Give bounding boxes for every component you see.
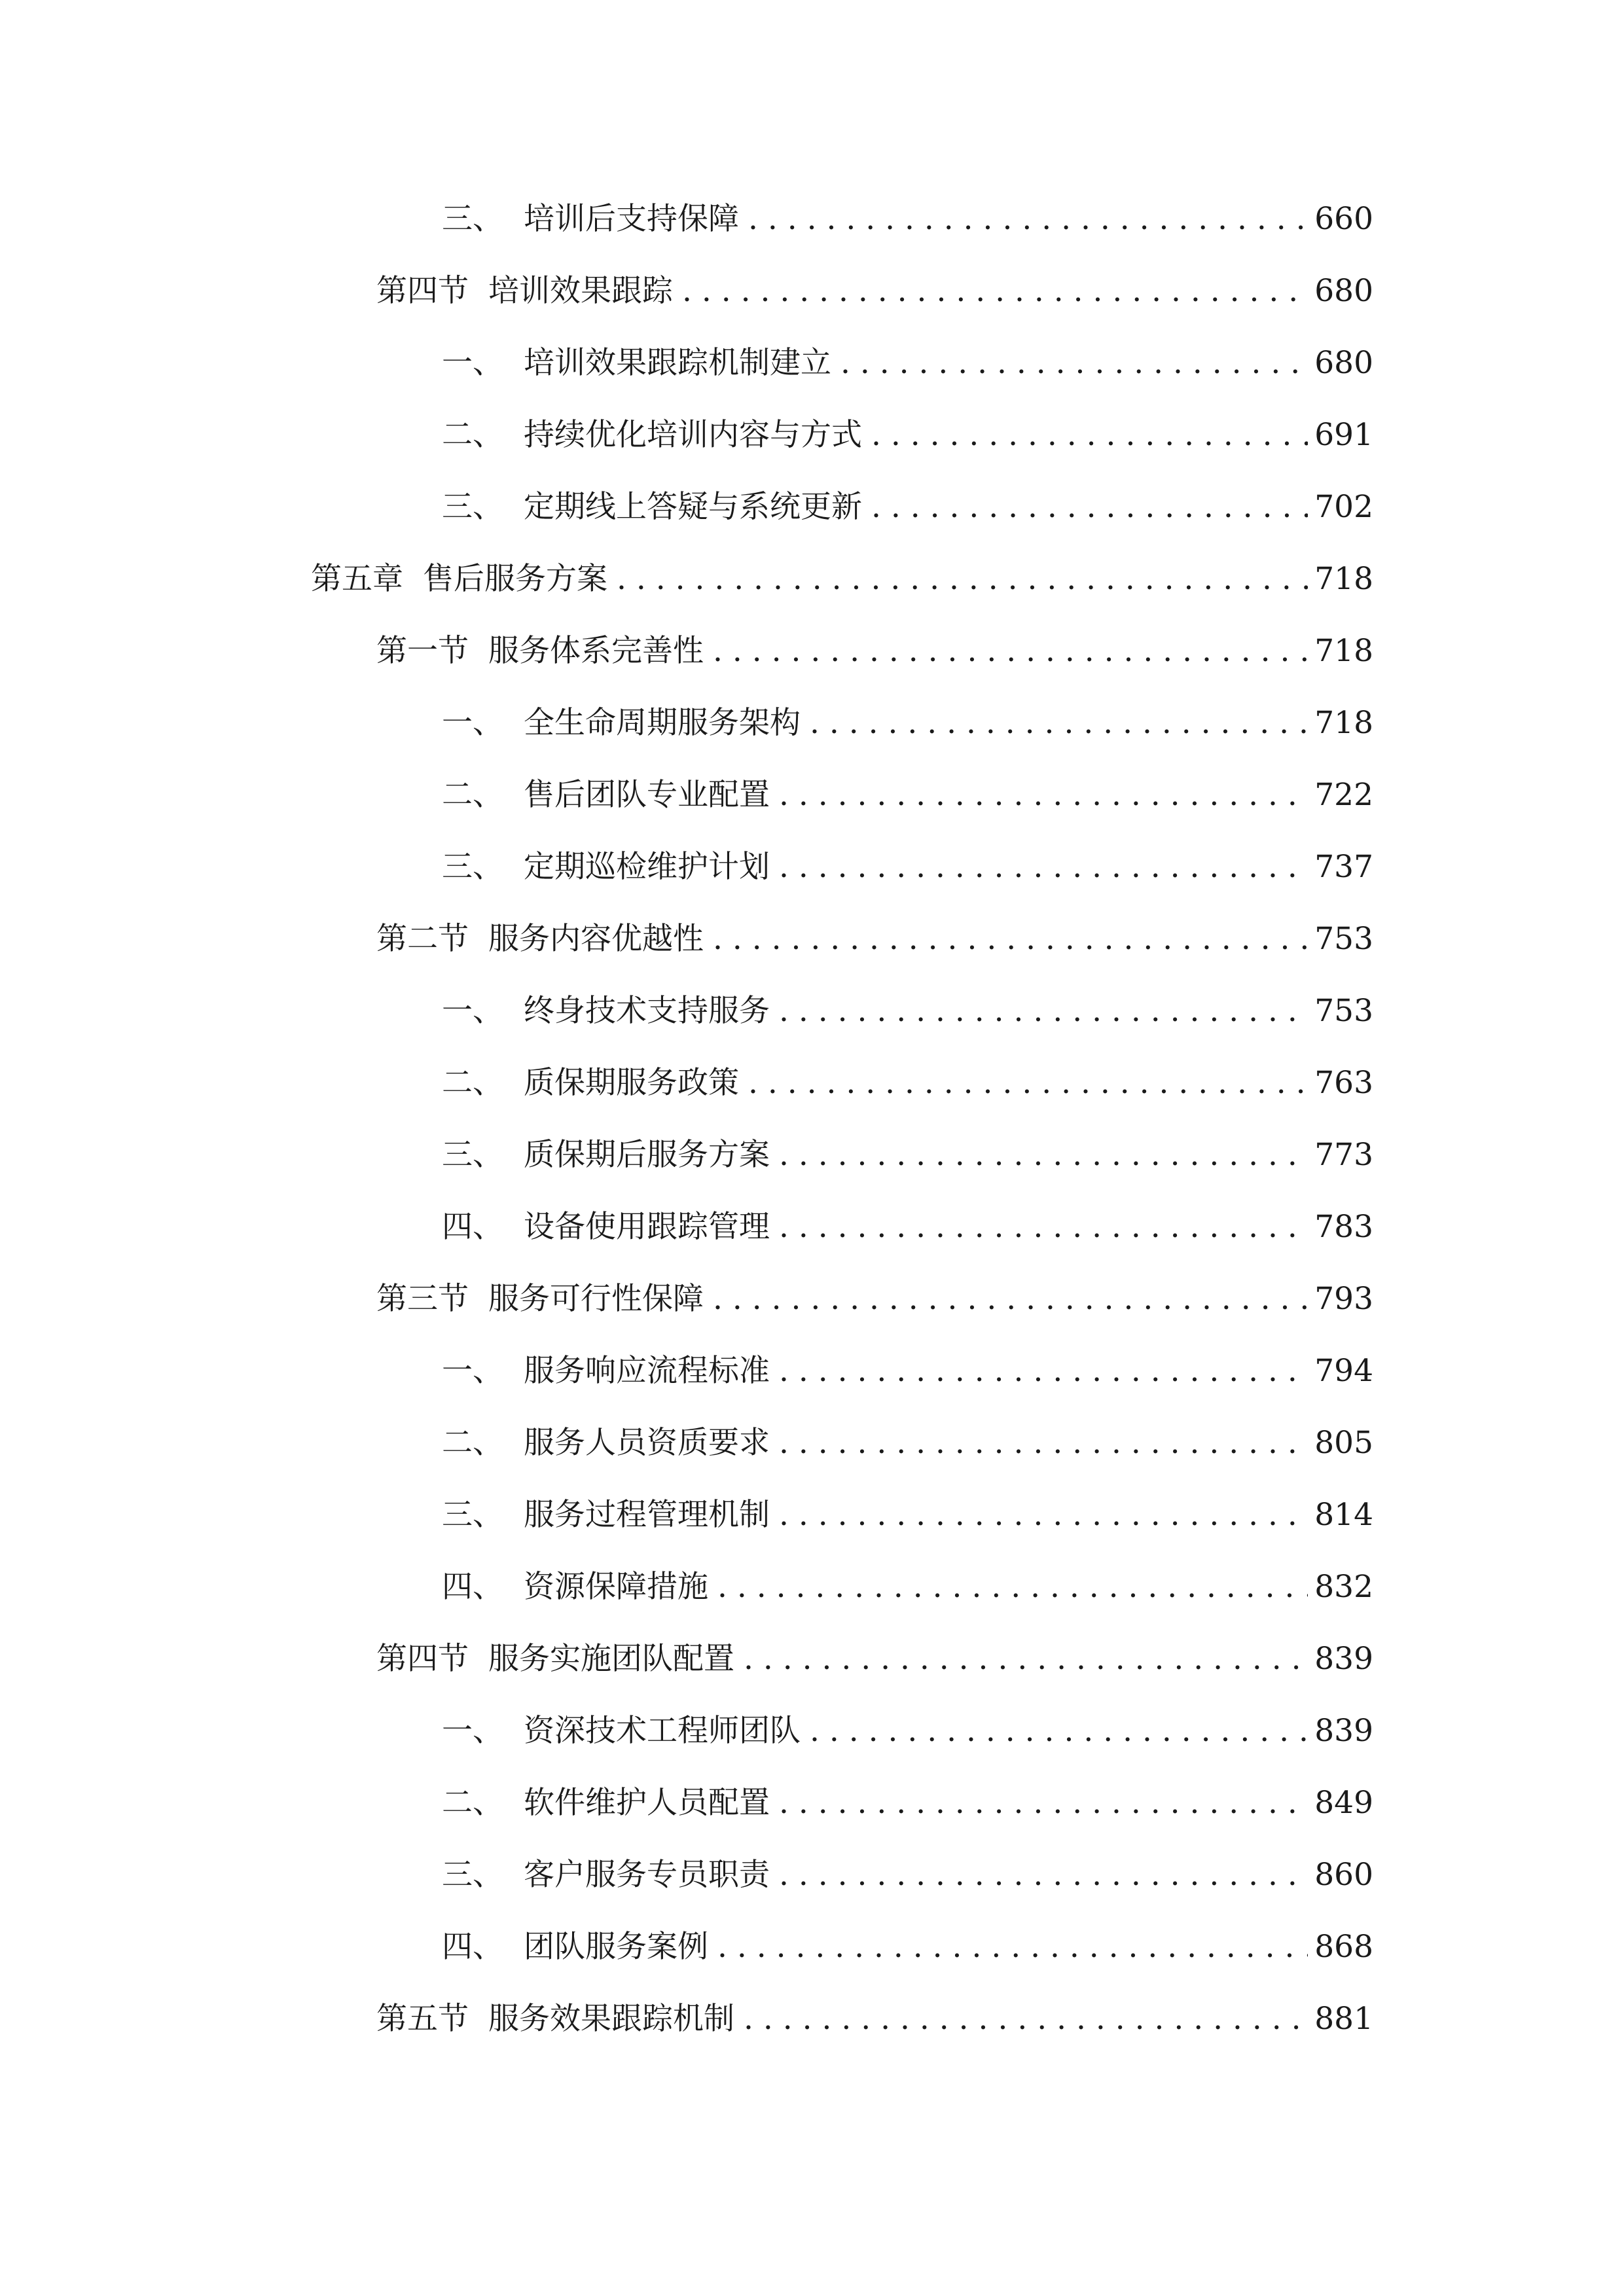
dot-leader xyxy=(713,1273,1308,1325)
toc-entry-title: 定期线上答疑与系统更新 xyxy=(524,489,862,525)
toc-entry[interactable] xyxy=(442,1777,1373,1829)
toc-entry[interactable] xyxy=(442,193,1373,245)
toc-entry-number: 第五节 xyxy=(376,2001,469,2037)
toc-entry[interactable] xyxy=(442,1849,1373,1901)
dot-leader xyxy=(779,1777,1308,1829)
toc-entry[interactable] xyxy=(376,1633,1373,1685)
dot-leader xyxy=(744,1633,1308,1685)
toc-entry[interactable] xyxy=(442,769,1373,821)
toc-entry-number: 第二节 xyxy=(376,921,469,957)
toc-entry-number: 第四节 xyxy=(376,1641,469,1677)
toc-entry-page: 794 xyxy=(1314,1353,1373,1389)
toc-entry-page: 660 xyxy=(1314,201,1373,237)
toc-entry-page: 793 xyxy=(1314,1281,1373,1317)
toc-entry[interactable] xyxy=(442,1921,1373,1973)
toc-entry[interactable] xyxy=(442,1417,1373,1469)
toc-entry[interactable] xyxy=(442,1201,1373,1253)
dot-leader xyxy=(713,913,1308,965)
toc-entry-title: 定期巡检维护计划 xyxy=(524,849,770,885)
toc-entry-title: 培训效果跟踪机制建立 xyxy=(524,345,831,381)
toc-entry[interactable] xyxy=(442,697,1373,749)
toc-entry-number: 三、 xyxy=(442,1857,503,1893)
toc-entry-number: 第一节 xyxy=(376,633,469,669)
toc-entry-title: 资源保障措施 xyxy=(524,1569,708,1605)
dot-leader xyxy=(779,1129,1308,1181)
toc-entry-number: 第五章 xyxy=(311,561,403,597)
dot-leader xyxy=(682,265,1308,317)
toc-entry[interactable] xyxy=(311,553,1373,605)
toc-entry[interactable] xyxy=(442,337,1373,389)
dot-leader xyxy=(779,1417,1308,1469)
toc-entry-page: 839 xyxy=(1314,1641,1373,1677)
toc-entry-page: 737 xyxy=(1314,849,1373,885)
dot-leader xyxy=(779,1201,1308,1253)
toc-entry-page: 868 xyxy=(1314,1929,1373,1965)
toc-entry-number: 二、 xyxy=(442,417,503,453)
toc-entry-page: 849 xyxy=(1314,1785,1373,1821)
toc-entry-page: 763 xyxy=(1314,1065,1373,1101)
toc-entry-page: 814 xyxy=(1314,1497,1373,1533)
toc-entry-number: 一、 xyxy=(442,1353,503,1389)
toc-entry[interactable] xyxy=(376,913,1373,965)
toc-entry[interactable] xyxy=(442,1345,1373,1397)
toc-entry-number: 四、 xyxy=(442,1209,503,1245)
dot-leader xyxy=(713,625,1308,677)
toc-entry-number: 三、 xyxy=(442,201,503,237)
toc-entry-number: 四、 xyxy=(442,1929,503,1965)
toc-entry-number: 三、 xyxy=(442,849,503,885)
toc-entry-page: 839 xyxy=(1314,1713,1373,1749)
toc-entry-page: 680 xyxy=(1314,345,1373,381)
toc-entry[interactable] xyxy=(376,625,1373,677)
dot-leader xyxy=(779,769,1308,821)
toc-entry[interactable] xyxy=(442,481,1373,533)
dot-leader xyxy=(810,1705,1308,1757)
toc-entry-title: 团队服务案例 xyxy=(524,1929,708,1965)
dot-leader xyxy=(748,193,1308,245)
toc-entry-title: 售后服务方案 xyxy=(423,561,607,597)
toc-entry-page: 753 xyxy=(1314,921,1373,957)
dot-leader xyxy=(748,1057,1308,1109)
dot-leader xyxy=(617,553,1308,605)
toc-entry-title: 服务可行性保障 xyxy=(488,1281,704,1317)
toc-entry-title: 服务实施团队配置 xyxy=(488,1641,734,1677)
toc-entry[interactable] xyxy=(376,265,1373,317)
toc-entry-title: 服务体系完善性 xyxy=(488,633,704,669)
dot-leader xyxy=(779,1849,1308,1901)
toc-entry-number: 二、 xyxy=(442,777,503,813)
toc-entry-page: 718 xyxy=(1314,561,1373,597)
toc-entry-title: 客户服务专员职责 xyxy=(524,1857,770,1893)
toc-entry-title: 服务过程管理机制 xyxy=(524,1497,770,1533)
toc-entry-title: 设备使用跟踪管理 xyxy=(524,1209,770,1245)
toc-entry[interactable] xyxy=(376,1993,1373,2045)
toc-entry-page: 702 xyxy=(1314,489,1373,525)
toc-entry-title: 质保期后服务方案 xyxy=(524,1137,770,1173)
toc-entry-page: 691 xyxy=(1314,417,1373,453)
toc-entry-number: 一、 xyxy=(442,705,503,741)
toc-entry[interactable] xyxy=(442,841,1373,893)
dot-leader xyxy=(779,841,1308,893)
toc-entry-number: 二、 xyxy=(442,1785,503,1821)
toc-entry-page: 718 xyxy=(1314,633,1373,669)
toc-entry[interactable] xyxy=(442,1561,1373,1613)
toc-entry-page: 753 xyxy=(1314,993,1373,1029)
toc-entry-title: 软件维护人员配置 xyxy=(524,1785,770,1821)
toc-entry-number: 二、 xyxy=(442,1065,503,1101)
toc-entry[interactable] xyxy=(442,1489,1373,1541)
toc-entry-page: 881 xyxy=(1314,2001,1373,2037)
toc-entry-page: 860 xyxy=(1314,1857,1373,1893)
toc-entry-number: 三、 xyxy=(442,1137,503,1173)
toc-entry[interactable] xyxy=(442,985,1373,1037)
toc-entry-title: 服务响应流程标准 xyxy=(524,1353,770,1389)
toc-entry-title: 培训效果跟踪 xyxy=(488,273,673,309)
toc-entry-title: 服务人员资质要求 xyxy=(524,1425,770,1461)
toc-entry-title: 持续优化培训内容与方式 xyxy=(524,417,862,453)
dot-leader xyxy=(717,1561,1308,1613)
toc-entry-number: 三、 xyxy=(442,1497,503,1533)
toc-entry-page: 718 xyxy=(1314,705,1373,741)
dot-leader xyxy=(871,409,1308,461)
toc-entry-number: 四、 xyxy=(442,1569,503,1605)
toc-entry-number: 第四节 xyxy=(376,273,469,309)
toc-entry-title: 服务效果跟踪机制 xyxy=(488,2001,734,2037)
dot-leader xyxy=(717,1921,1308,1973)
dot-leader xyxy=(779,1345,1308,1397)
dot-leader xyxy=(779,1489,1308,1541)
toc-entry-title: 服务内容优越性 xyxy=(488,921,704,957)
toc-entry-page: 783 xyxy=(1314,1209,1373,1245)
toc-entry-number: 第三节 xyxy=(376,1281,469,1317)
toc-entry-number: 一、 xyxy=(442,993,503,1029)
toc-entry-page: 722 xyxy=(1314,777,1373,813)
dot-leader xyxy=(810,697,1308,749)
toc-entry-page: 805 xyxy=(1314,1425,1373,1461)
toc-entry-page: 832 xyxy=(1314,1569,1373,1605)
toc-entry-number: 二、 xyxy=(442,1425,503,1461)
toc-entry-title: 资深技术工程师团队 xyxy=(524,1713,801,1749)
toc-entry-title: 全生命周期服务架构 xyxy=(524,705,801,741)
toc-entry[interactable] xyxy=(442,1129,1373,1181)
toc-entry[interactable] xyxy=(442,1057,1373,1109)
toc-entry-title: 培训后支持保障 xyxy=(524,201,739,237)
toc-entry-title: 售后团队专业配置 xyxy=(524,777,770,813)
toc-entry-number: 一、 xyxy=(442,1713,503,1749)
toc-entry-number: 三、 xyxy=(442,489,503,525)
dot-leader xyxy=(779,985,1308,1037)
dot-leader xyxy=(871,481,1308,533)
toc-entry[interactable] xyxy=(442,409,1373,461)
toc-entry-page: 680 xyxy=(1314,273,1373,309)
dot-leader xyxy=(840,337,1308,389)
toc-entry-title: 终身技术支持服务 xyxy=(524,993,770,1029)
toc-entry-number: 一、 xyxy=(442,345,503,381)
toc-entry[interactable] xyxy=(442,1705,1373,1757)
toc-entry[interactable] xyxy=(376,1273,1373,1325)
toc-entry-title: 质保期服务政策 xyxy=(524,1065,739,1101)
dot-leader xyxy=(744,1993,1308,2045)
toc-entry-page: 773 xyxy=(1314,1137,1373,1173)
